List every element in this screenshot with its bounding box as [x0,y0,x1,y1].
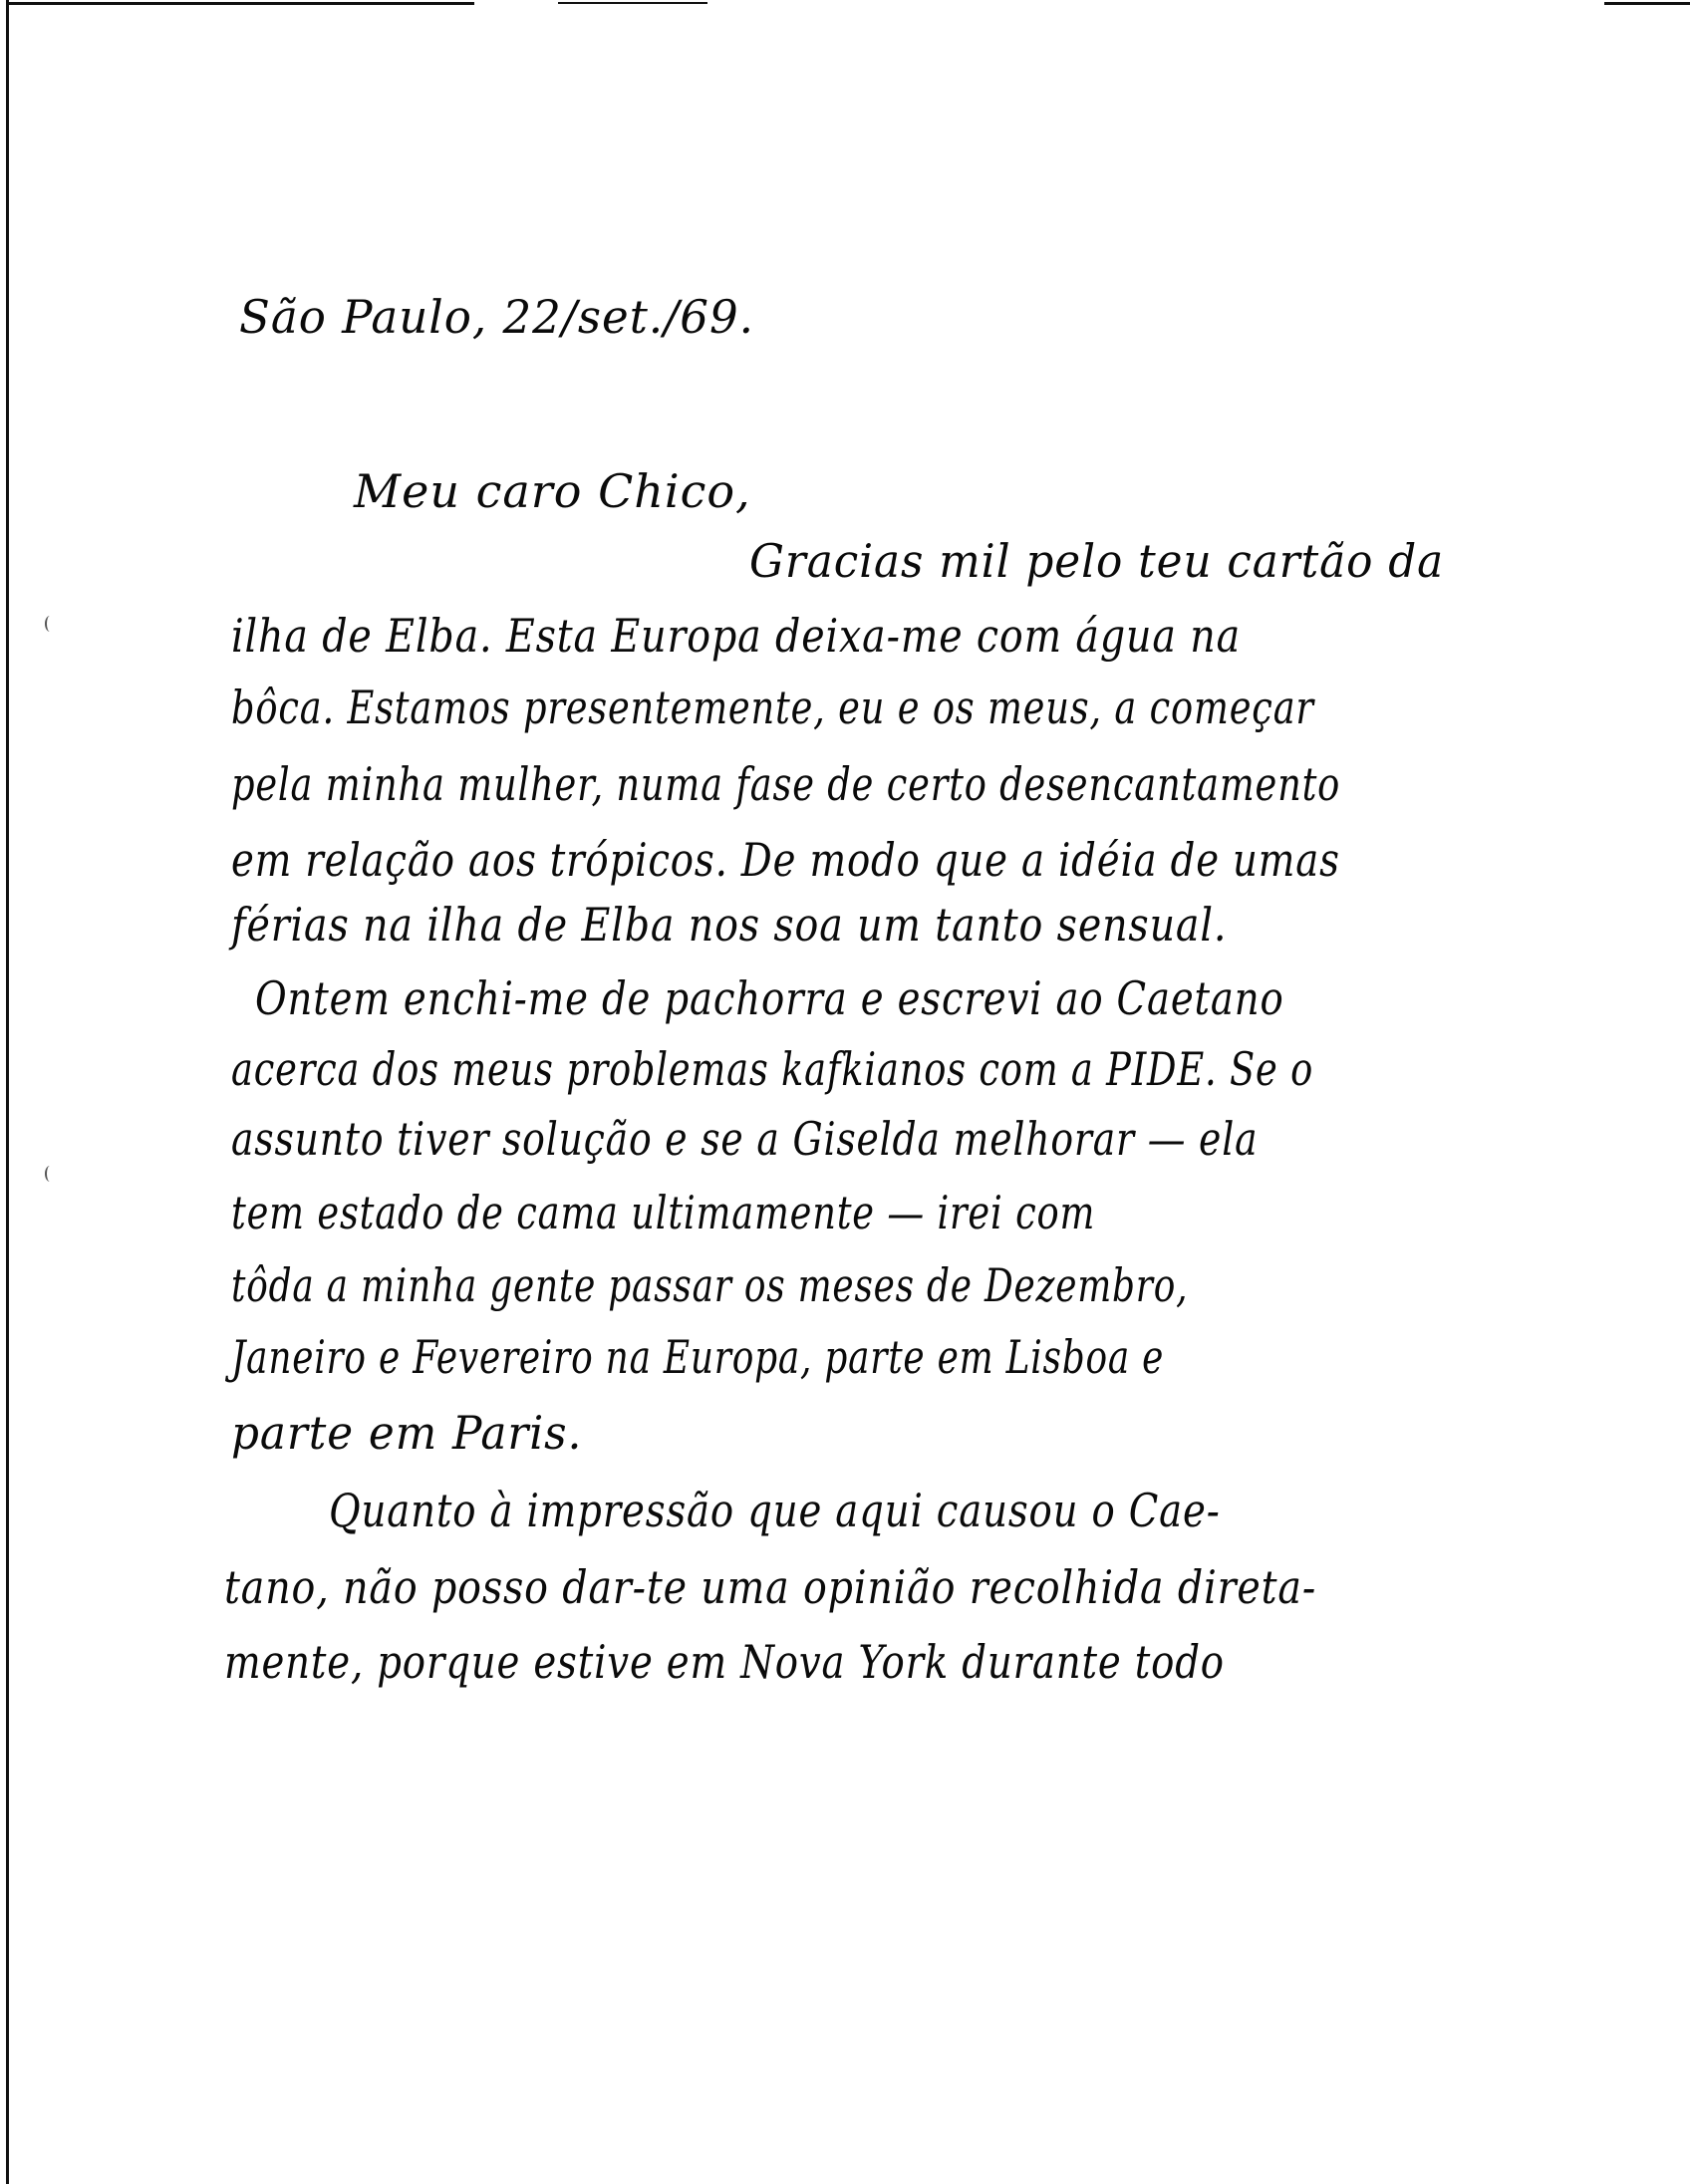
letter-line: parte em Paris. [231,1406,583,1460]
letter-salutation: Meu caro Chico, [354,464,751,518]
letter-line: Gracias mil pelo teu cartão da [749,534,1445,588]
letter-line: Quanto à impressão que aqui causou o Cae- [329,1484,1221,1537]
letter-line: Ontem enchi-me de pachorra e escrevi ao Caetano [255,971,1284,1025]
letter-line: assunto tiver solução e se a Giselda melhorar — ela [231,1112,1259,1166]
letter-line: mente, porque estive em Nova York durante todo [224,1635,1225,1689]
letter-line: tôda a minha gente passar os meses de Dezembro, [231,1258,1189,1312]
letter-line: férias na ilha de Elba nos soa um tanto sensual. [231,898,1228,952]
letter-line: tem estado de cama ultimamente — irei com [231,1186,1096,1239]
letter-line: pela minha mulher, numa fase de certo desencantamento [231,757,1341,811]
letter-line: tano, não posso dar-te uma opinião recolhida direta- [224,1560,1317,1614]
letter-line: em relação aos trópicos. De modo que a idéia de umas [231,833,1340,887]
letter-line: acerca dos meus problemas kafkianos com a PIDE. Se o [231,1042,1314,1096]
letter-line: Janeiro e Fevereiro na Europa, parte em Lisboa e [231,1330,1165,1384]
letter-line: ilha de Elba. Esta Europa deixa-me com água na [231,609,1242,663]
letter-line: bôca. Estamos presentemente, eu e os meus, a começar [231,681,1314,734]
letter-dateline: São Paulo, 22/set./69. [239,290,754,344]
